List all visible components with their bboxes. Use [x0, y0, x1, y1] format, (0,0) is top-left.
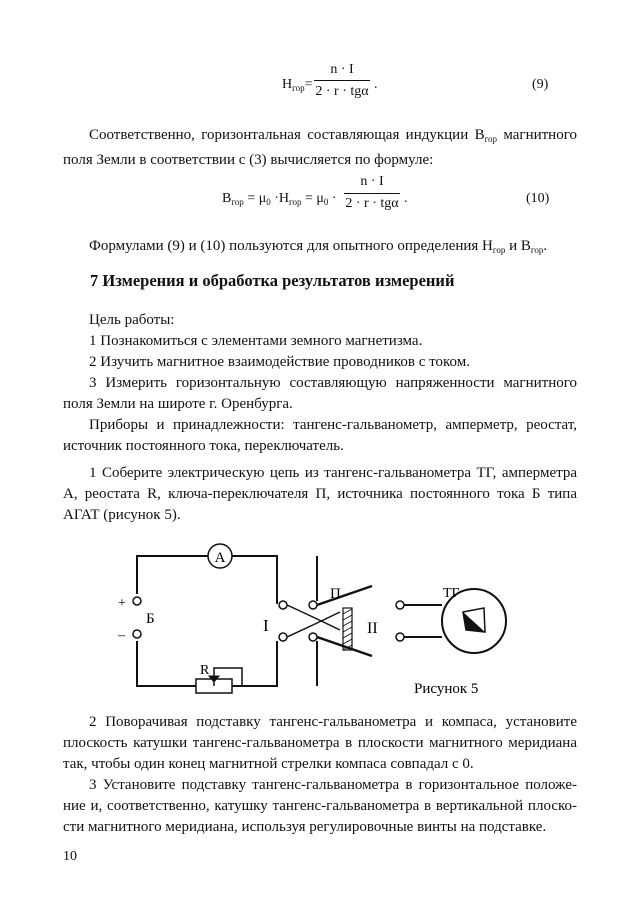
wire-bottom-left: [137, 641, 196, 686]
switch-pivot-bottom: [309, 633, 317, 641]
galvanometer-needle-fill: [463, 612, 485, 632]
paragraph-horizontal-component: Соответственно, горизонтальная составляющая индукции $B_{гор}$ магнитного поля Земли в соответствии с (3) вычисляется по формуле:: [63, 127, 577, 168]
switch-blade-top: [317, 586, 372, 605]
section-heading: 7 Измерения и обработка результатов измерений: [90, 271, 455, 290]
goal-item-1: 1 Познакомиться с элементами земного магнетизма.: [89, 333, 423, 349]
goals-title: Цель работы:: [89, 312, 175, 328]
formula-10-period: .: [404, 191, 408, 206]
switch-label: П: [330, 586, 341, 602]
formula-10-number: (10): [526, 191, 550, 206]
formula-10-numerator: n · I: [360, 174, 384, 189]
formula-9-denominator: 2 · r · tgα: [315, 84, 369, 99]
battery-terminal-plus: [133, 597, 141, 605]
battery-plus-label: +: [118, 596, 126, 611]
battery-terminal-minus: [133, 630, 141, 638]
switch-insulator-hatching: [343, 609, 352, 650]
formula-9-period: .: [374, 77, 378, 92]
step-3: 3 Установите подставку тангенс-гальванометра в горизонтальное положе- ние и, соответственно, катушку тангенс-гальванометра в вертикальной плоско- сти магнитного меридиана, используя регулировочные винты на подставке.: [63, 777, 577, 835]
formula-9-lhs: $H_{гор}=$: [282, 77, 313, 93]
goal-item-3-cont: поля Земли на широте г. Оренбурга.: [63, 396, 293, 412]
rheostat-label: R: [200, 663, 210, 678]
position-i-label: I: [263, 616, 269, 635]
step-1: 1 Соберите электрическую цепь из тангенс-гальванометра ТГ, амперметра А, реостата R, ключа-переключателя П, источника постоянного тока Б типа АГАТ (рисунок 5).: [63, 465, 577, 523]
wire-bottom-right: [232, 641, 277, 686]
paragraph-formulas-usage: Формулами (9) и (10) пользуются для опытного определения $H_{гор}$ и $B_{гор}$.: [89, 238, 548, 255]
ammeter-label: A: [214, 550, 226, 566]
equipment-block: Приборы и принадлежности: тангенс-гальванометр, амперметр, реостат, источник постоянного тока, переключатель.: [63, 417, 577, 454]
position-ii-label: II: [367, 620, 378, 637]
page-number: 10: [63, 849, 77, 864]
galvanometer-label: ТГ: [443, 586, 460, 601]
formula-10-lhs: $B_{гор} = \mu_0 \cdot H_{гор} = \mu_0$ ·: [222, 191, 337, 207]
goal-item-2: 2 Изучить магнитное взаимодействие проводников с током.: [89, 354, 471, 370]
switch-terminal-i-top: [279, 601, 287, 609]
switch-terminal-i-bottom: [279, 633, 287, 641]
formula-9-numerator: n · I: [330, 62, 354, 77]
switch-blade-bottom: [317, 637, 372, 656]
formula-10-denominator: 2 · r · tgα: [345, 196, 399, 211]
step-2: 2 Поворачивая подставку тангенс-гальванометра и компаса, установите плоскость катушки тангенс-гальванометра в плоскости магнитного меридиана так, чтобы один конец магнитной стрелки компаса совпадал с 0.: [63, 714, 577, 772]
wire-top-right: [232, 556, 277, 604]
wire-top-left: [137, 556, 208, 594]
battery-label: Б: [146, 611, 155, 627]
formula-9-number: (9): [532, 77, 549, 92]
switch-pivot-top: [309, 601, 317, 609]
figure-caption: Рисунок 5: [414, 681, 479, 697]
switch-terminal-ii-top: [396, 601, 404, 609]
goal-item-3: 3 Измерить горизонтальную составляющую напряженности магнитного: [89, 375, 577, 391]
switch-terminal-ii-bottom: [396, 633, 404, 641]
battery-minus-label: –: [118, 628, 125, 643]
